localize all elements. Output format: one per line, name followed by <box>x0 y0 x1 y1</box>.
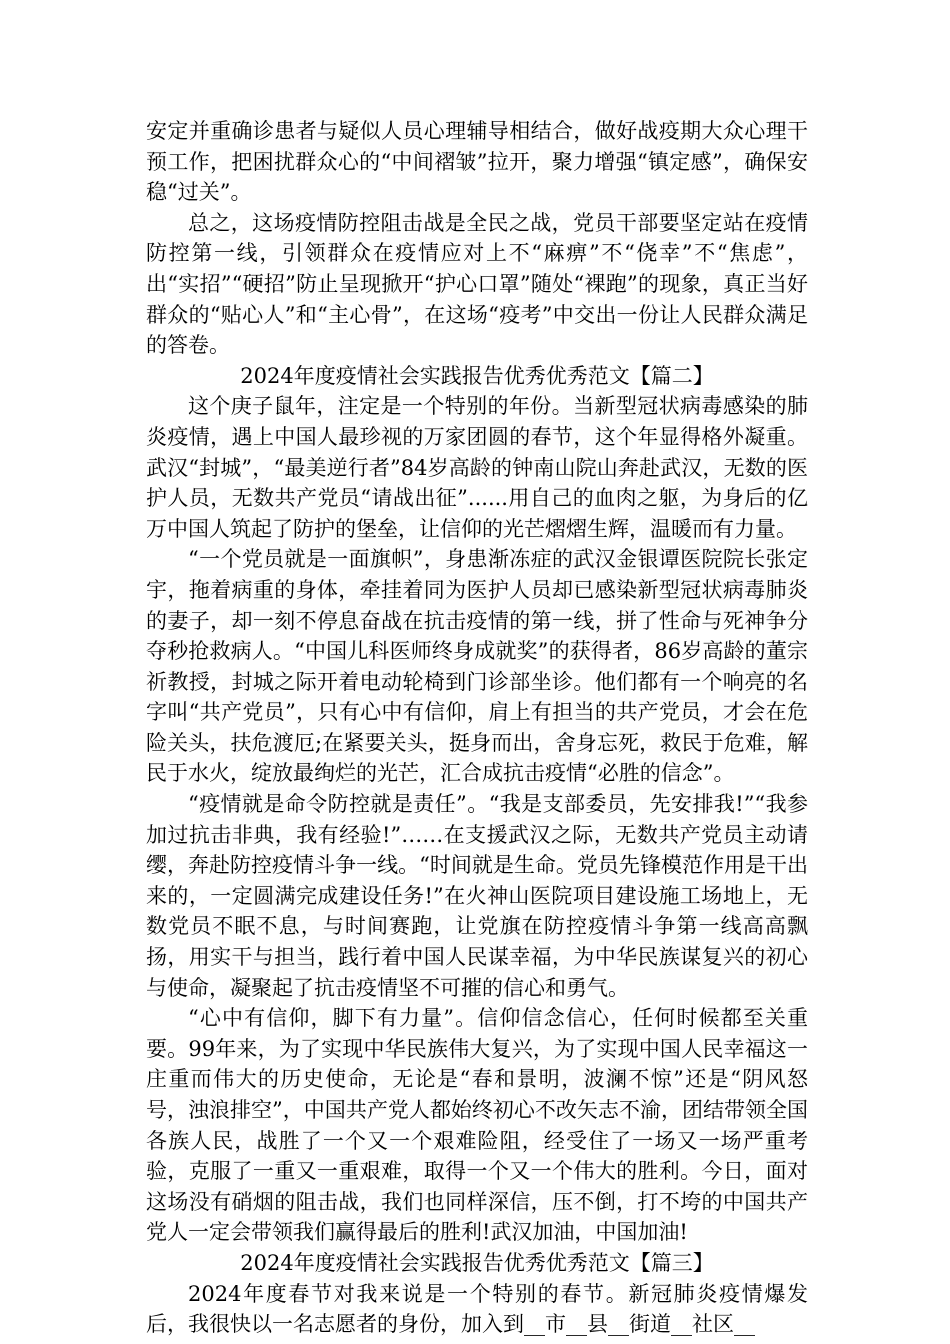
paragraph-body: “心中有信仰，脚下有力量”。信仰信念信心，任何时候都至关重要。99年来，为了实现中华民族伟大复兴，为了实现中国人民幸福这一庄重而伟大的历史使命，无论是“春和景明，波澜不惊”还是“阴风怒号，浊浪排空”，中国共产党人都始终初心不改矢志不渝，团结带领全国各族人民，战胜了一个又一个艰难险阻，经受住了一场又一场严重考验，克服了一重又一重艰难，取得一个又一个伟大的胜利。今日，面对这场没有硝烟的阻击战，我们也同样深信，压不倒，打不垮的中国共产党人一定会带领我们赢得最后的胜利!武汉加油，中国加油! <box>146 1006 808 1245</box>
document-page <box>146 116 808 1340</box>
section-heading-part-two: 2024年度疫情社会实践报告优秀优秀范文【篇二】 <box>240 363 714 388</box>
paragraph-continuation: 安定并重确诊患者与疑似人员心理辅导相结合，做好战疫期大众心理干预工作，把困扰群众心的“中间褶皱”拉开，聚力增强“镇定感”，确保安稳“过关”。 <box>146 119 808 205</box>
paragraph-body: 这个庚子鼠年，注定是一个特别的年份。当新型冠状病毒感染的肺炎疫情，遇上中国人最珍视的万家团圆的春节，这个年显得格外凝重。武汉“封城”，“最美逆行者”84岁高龄的钟南山院山奔赴武汉，无数的医护人员，无数共产党员“请战出征”......用自己的血肉之躯，为身后的亿万中国人筑起了防护的堡垒，让信仰的光芒熠熠生辉，温暖而有力量。 <box>146 394 808 541</box>
section-heading-part-three: 2024年度疫情社会实践报告优秀优秀范文【篇三】 <box>240 1250 714 1275</box>
paragraph-conclusion: 总之，这场疫情防控阻击战是全民之战，党员干部要坚定站在疫情防控第一线，引领群众在疫情应对上不“麻痹”不“侥幸”不“焦虑”，出“实招”“硬招”防止呈现掀开“护心口罩”随处“裸跑”的现象，真正当好群众的“贴心人”和“主心骨”，在这场“疫考”中交出一份让人民群众满足的答卷。 <box>146 210 808 358</box>
paragraph-body: 2024年度春节对我来说是一个特别的春节。新冠肺炎疫情爆发后，我很快以一名志愿者的身份，加入到__市__县__街道__社区__ <box>146 1281 808 1337</box>
paragraph-body: “疫情就是命令防控就是责任”。“我是支部委员，先安排我!”“我参加过抗击非典，我有经验!”……在支援武汉之际，无数共产党员主动请缨，奔赴防控疫情斗争一线。“时间就是生命。党员先锋模范作用是干出来的，一定圆满完成建设任务!”在火神山医院项目建设施工场地上，无数党员不眠不息，与时间赛跑，让党旗在防控疫情斗争第一线高高飘扬，用实干与担当，践行着中国人民谋幸福，为中华民族谋复兴的初心与使命，凝聚起了抗击疫情坚不可摧的信心和勇气。 <box>146 792 808 1000</box>
paragraph-body: “一个党员就是一面旗帜”，身患渐冻症的武汉金银谭医院院长张定宇，拖着病重的身体，牵挂着同为医护人员却已感染新型冠状病毒肺炎的妻子，却一刻不停息奋战在抗击疫情的第一线，拼了性命与死神争分夺秒抢救病人。“中国儿科医师终身成就奖”的获得者，86岁高龄的董宗祈教授，封城之际开着电动轮椅到门诊部坐诊。他们都有一个响亮的名字叫“共产党员”，只有心中有信仰，肩上有担当的共产党员，才会在危险关头，扶危渡厄;在紧要关头，挺身而出，舍身忘死，救民于危难，解民于水火，绽放最绚烂的光芒，汇合成抗击疫情“必胜的信念”。 <box>146 547 808 786</box>
